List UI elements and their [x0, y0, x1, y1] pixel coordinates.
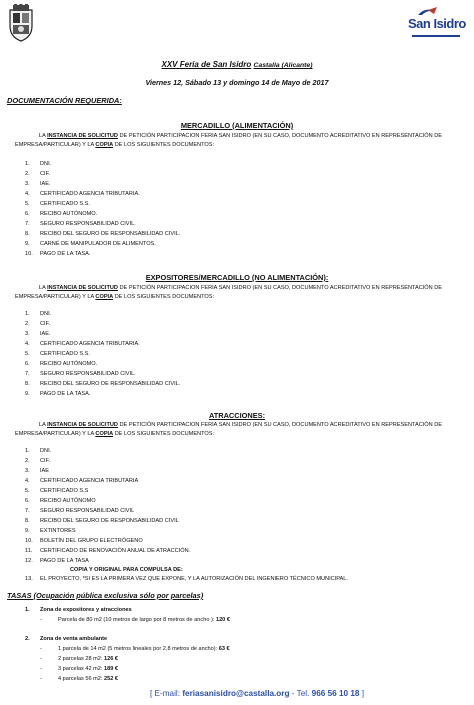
- castalla-coat-of-arms-logo: [6, 4, 36, 42]
- list-item: PAGO DE LA TASA: [40, 558, 89, 564]
- tasa-price: 189 €: [104, 666, 119, 672]
- section-expositores: [0, 267, 474, 285]
- tasa-group-number: 2.: [25, 636, 30, 642]
- list-item-number: 6.: [25, 498, 30, 504]
- list-item: SEGURO RESPONSABILIDAD CIVIL: [40, 508, 135, 514]
- list-item: EXTINTORES: [40, 528, 76, 534]
- list-item: RECIBO AUTÓNOMO.: [40, 361, 98, 367]
- tasas-list: [0, 608, 474, 688]
- list-item-number: 4.: [25, 478, 30, 484]
- list-item: RECIBO DEL SEGURO DE RESPONSABILIDAD CIVIL.: [40, 381, 181, 387]
- document-list: [0, 449, 474, 584]
- list-item: BOLETÍN DEL GRUPO ELECTRÓGENO: [40, 538, 143, 544]
- section-title: EXPOSITORES/MERCADILLO (NO ALIMENTACIÓN):: [145, 273, 329, 282]
- page-title: [0, 60, 474, 69]
- list-item: CERTIFICADO AGENCIA TRIBUTARIA.: [40, 191, 140, 197]
- list-item: PAGO DE LA TASA.: [40, 251, 91, 257]
- tasa-line: Parcela de 80 m2 (10 metros de largo por 8 metros de ancho ): 120 €: [58, 617, 230, 623]
- list-item-number: 2.: [25, 321, 30, 327]
- list-item-number: 1.: [25, 311, 30, 317]
- tasa-price: 63 €: [218, 646, 230, 652]
- list-item: CIF.: [40, 321, 50, 327]
- list-item: RECIBO DEL SEGURO DE RESPONSABILIDAD CIVIL.: [40, 231, 181, 237]
- list-item-number: 3.: [25, 181, 30, 187]
- instancia-label: INSTANCIA DE SOLICITUD: [47, 133, 118, 139]
- list-item: RECIBO AUTÓNOMO: [40, 498, 96, 504]
- logo-text: San Isidro: [408, 16, 466, 31]
- section-title: MERCADILLO (ALIMENTACIÓN): [180, 121, 294, 130]
- list-item-number: 6.: [25, 211, 30, 217]
- tasa-group-number: 1.: [25, 607, 30, 613]
- tasa-price: 120 €: [215, 617, 230, 623]
- tasa-line: 1 parcela de 14 m2 (5 metros lineales por 2,8 metros de ancho): 63 €: [58, 646, 230, 652]
- intro-paragraph: LA INSTANCIA DE SOLICITUD DE PETICIÓN PARTICIPACION FERIA SAN ISIDRO (EN SU CASO, DOCUMENTO ACREDITATIVO EN REPRESENTACIÓN DE EMPRESA/PARTICULAR) Y LA COPIA DE LOS SIGUIENTES DOCUMENTOS:: [15, 133, 443, 148]
- list-item: CIF.: [40, 171, 50, 177]
- phone-number: 966 56 10 18: [311, 689, 360, 698]
- bullet-dash: -: [40, 656, 42, 662]
- copia-label: COPIA: [95, 294, 114, 300]
- tasa-line: 2 parcelas 28 m2: 126 €: [58, 656, 119, 662]
- list-item: IAE.: [40, 331, 51, 337]
- list-item-number: 7.: [25, 508, 30, 514]
- list-item-number: 10.: [25, 251, 33, 257]
- list-item: CERTIFICADO AGENCIA TRIBUTARIA.: [40, 341, 140, 347]
- list-item-number: 5.: [25, 351, 30, 357]
- tasa-line: 4 parcelas 56 m2: 252 €: [58, 676, 119, 682]
- list-item-number: 2.: [25, 171, 30, 177]
- doc-required-heading: DOCUMENTACIÓN REQUERIDA:: [7, 96, 122, 105]
- tasas-heading: TASAS (Ocupación pública exclusiva sólo por parcelas): [7, 591, 204, 600]
- list-item: EL PROYECTO, *SI ES LA PRIMERA VEZ QUE EXPONE, Y LA AUTORIZACIÓN DEL INGENIERO TÉCNICO MUNICIPAL.: [40, 576, 348, 582]
- footer-contact: [ E-mail: feriasanisidro@castalla.org - Tel. 966 56 10 18 ]: [150, 689, 365, 698]
- tasa-group-title: Zona de expositores y atracciones: [40, 607, 132, 613]
- list-item-number: 3.: [25, 468, 30, 474]
- intro-paragraph: LA INSTANCIA DE SOLICITUD DE PETICIÓN PARTICIPACION FERIA SAN ISIDRO (EN SU CASO, DOCUMENTO ACREDITATIVO EN REPRESENTACIÓN DE EMPRESA/PARTICULAR) Y LA COPIA DE LOS SIGUIENTES DOCUMENTOS:: [15, 285, 443, 300]
- bullet-dash: -: [40, 617, 42, 623]
- list-item-number: 4.: [25, 341, 30, 347]
- list-item: PAGO DE LA TASA.: [40, 391, 91, 397]
- list-item-number: 2.: [25, 458, 30, 464]
- list-item: DNI.: [40, 161, 52, 167]
- list-item-number: 1.: [25, 161, 30, 167]
- list-item-number: 8.: [25, 518, 30, 524]
- feria-title: XXV Feria de San Isidro: [161, 60, 252, 69]
- list-item-number: 9.: [25, 528, 30, 534]
- list-item-number: 7.: [25, 221, 30, 227]
- copia-label: COPIA: [95, 431, 114, 437]
- list-item-number: 3.: [25, 331, 30, 337]
- bullet-dash: -: [40, 666, 42, 672]
- list-item: CARNÉ DE MANIPULADOR DE ALIMENTOS.: [40, 241, 156, 247]
- list-item-number: 4.: [25, 191, 30, 197]
- list-item-number: 7.: [25, 371, 30, 377]
- list-item: SEGURO RESPONSABILIDAD CIVIL.: [40, 221, 136, 227]
- feria-place: Castalla (Alicante): [253, 62, 313, 69]
- section-title: ATRACCIONES:: [208, 411, 266, 420]
- list-item-number: 13.: [25, 576, 33, 582]
- list-item: CERTIFICADO AGENCIA TRIBUTARIA: [40, 478, 139, 484]
- list-item: DNI.: [40, 311, 52, 317]
- san-isidro-logo: [404, 6, 464, 46]
- list-item: RECIBO DEL SEGURO DE RESPONSABILIDAD CIVIL: [40, 518, 179, 524]
- list-item: RECIBO AUTÓNOMO.: [40, 211, 98, 217]
- list-item-number: 1.: [25, 448, 30, 454]
- email-link[interactable]: feriasanisidro@castalla.org: [182, 689, 290, 698]
- list-item-number: 10.: [25, 538, 33, 544]
- list-item-number: 6.: [25, 361, 30, 367]
- tasa-price: 126 €: [104, 656, 119, 662]
- list-item: CERTIFICADO S.S.: [40, 351, 90, 357]
- list-item-number: 9.: [25, 241, 30, 247]
- tasa-line: 3 parcelas 42 m2: 189 €: [58, 666, 119, 672]
- document-list: [0, 312, 474, 402]
- list-item: SEGURO RESPONSABILIDAD CIVIL.: [40, 371, 136, 377]
- bullet-dash: -: [40, 646, 42, 652]
- list-item: IAE: [40, 468, 50, 474]
- list-item: CERTIFICADO S.S: [40, 488, 89, 494]
- copy-original-note: COPIA Y ORIGINAL PARA COMPULSA DE:: [70, 567, 183, 573]
- list-item-number: 8.: [25, 381, 30, 387]
- list-item: CIF.: [40, 458, 50, 464]
- instancia-label: INSTANCIA DE SOLICITUD: [47, 285, 118, 291]
- list-item-number: 9.: [25, 391, 30, 397]
- list-item: IAE.: [40, 181, 51, 187]
- tasa-price: 252 €: [104, 676, 119, 682]
- event-dates: Viernes 12, Sábado 13 y domingo 14 de Mayo de 2017: [145, 78, 329, 87]
- instancia-label: INSTANCIA DE SOLICITUD: [47, 422, 118, 428]
- copia-label: COPIA: [95, 142, 114, 148]
- document-list: [0, 162, 474, 262]
- tasa-group-title: Zona de venta ambulante: [40, 636, 108, 642]
- list-item-number: 11.: [25, 548, 33, 554]
- bullet-dash: -: [40, 676, 42, 682]
- list-item: CERTIFICADO S.S.: [40, 201, 90, 207]
- intro-paragraph: LA INSTANCIA DE SOLICITUD DE PETICIÓN PARTICIPACION FERIA SAN ISIDRO (EN SU CASO, DOCUMENTO ACREDITATIVO EN REPRESENTACIÓN DE EMPRESA/PARTICULAR) Y LA COPIA DE LOS SIGUIENTES DOCUMENTOS:: [15, 422, 443, 437]
- list-item-number: 5.: [25, 201, 30, 207]
- list-item: DNI.: [40, 448, 52, 454]
- list-item-number: 12.: [25, 558, 33, 564]
- list-item-number: 5.: [25, 488, 30, 494]
- list-item-number: 8.: [25, 231, 30, 237]
- list-item: CERTIFICADO DE RENOVACIÓN ANUAL DE ATRACCIÓN.: [40, 548, 191, 554]
- section-mercadillo-alimentacion: [0, 115, 474, 133]
